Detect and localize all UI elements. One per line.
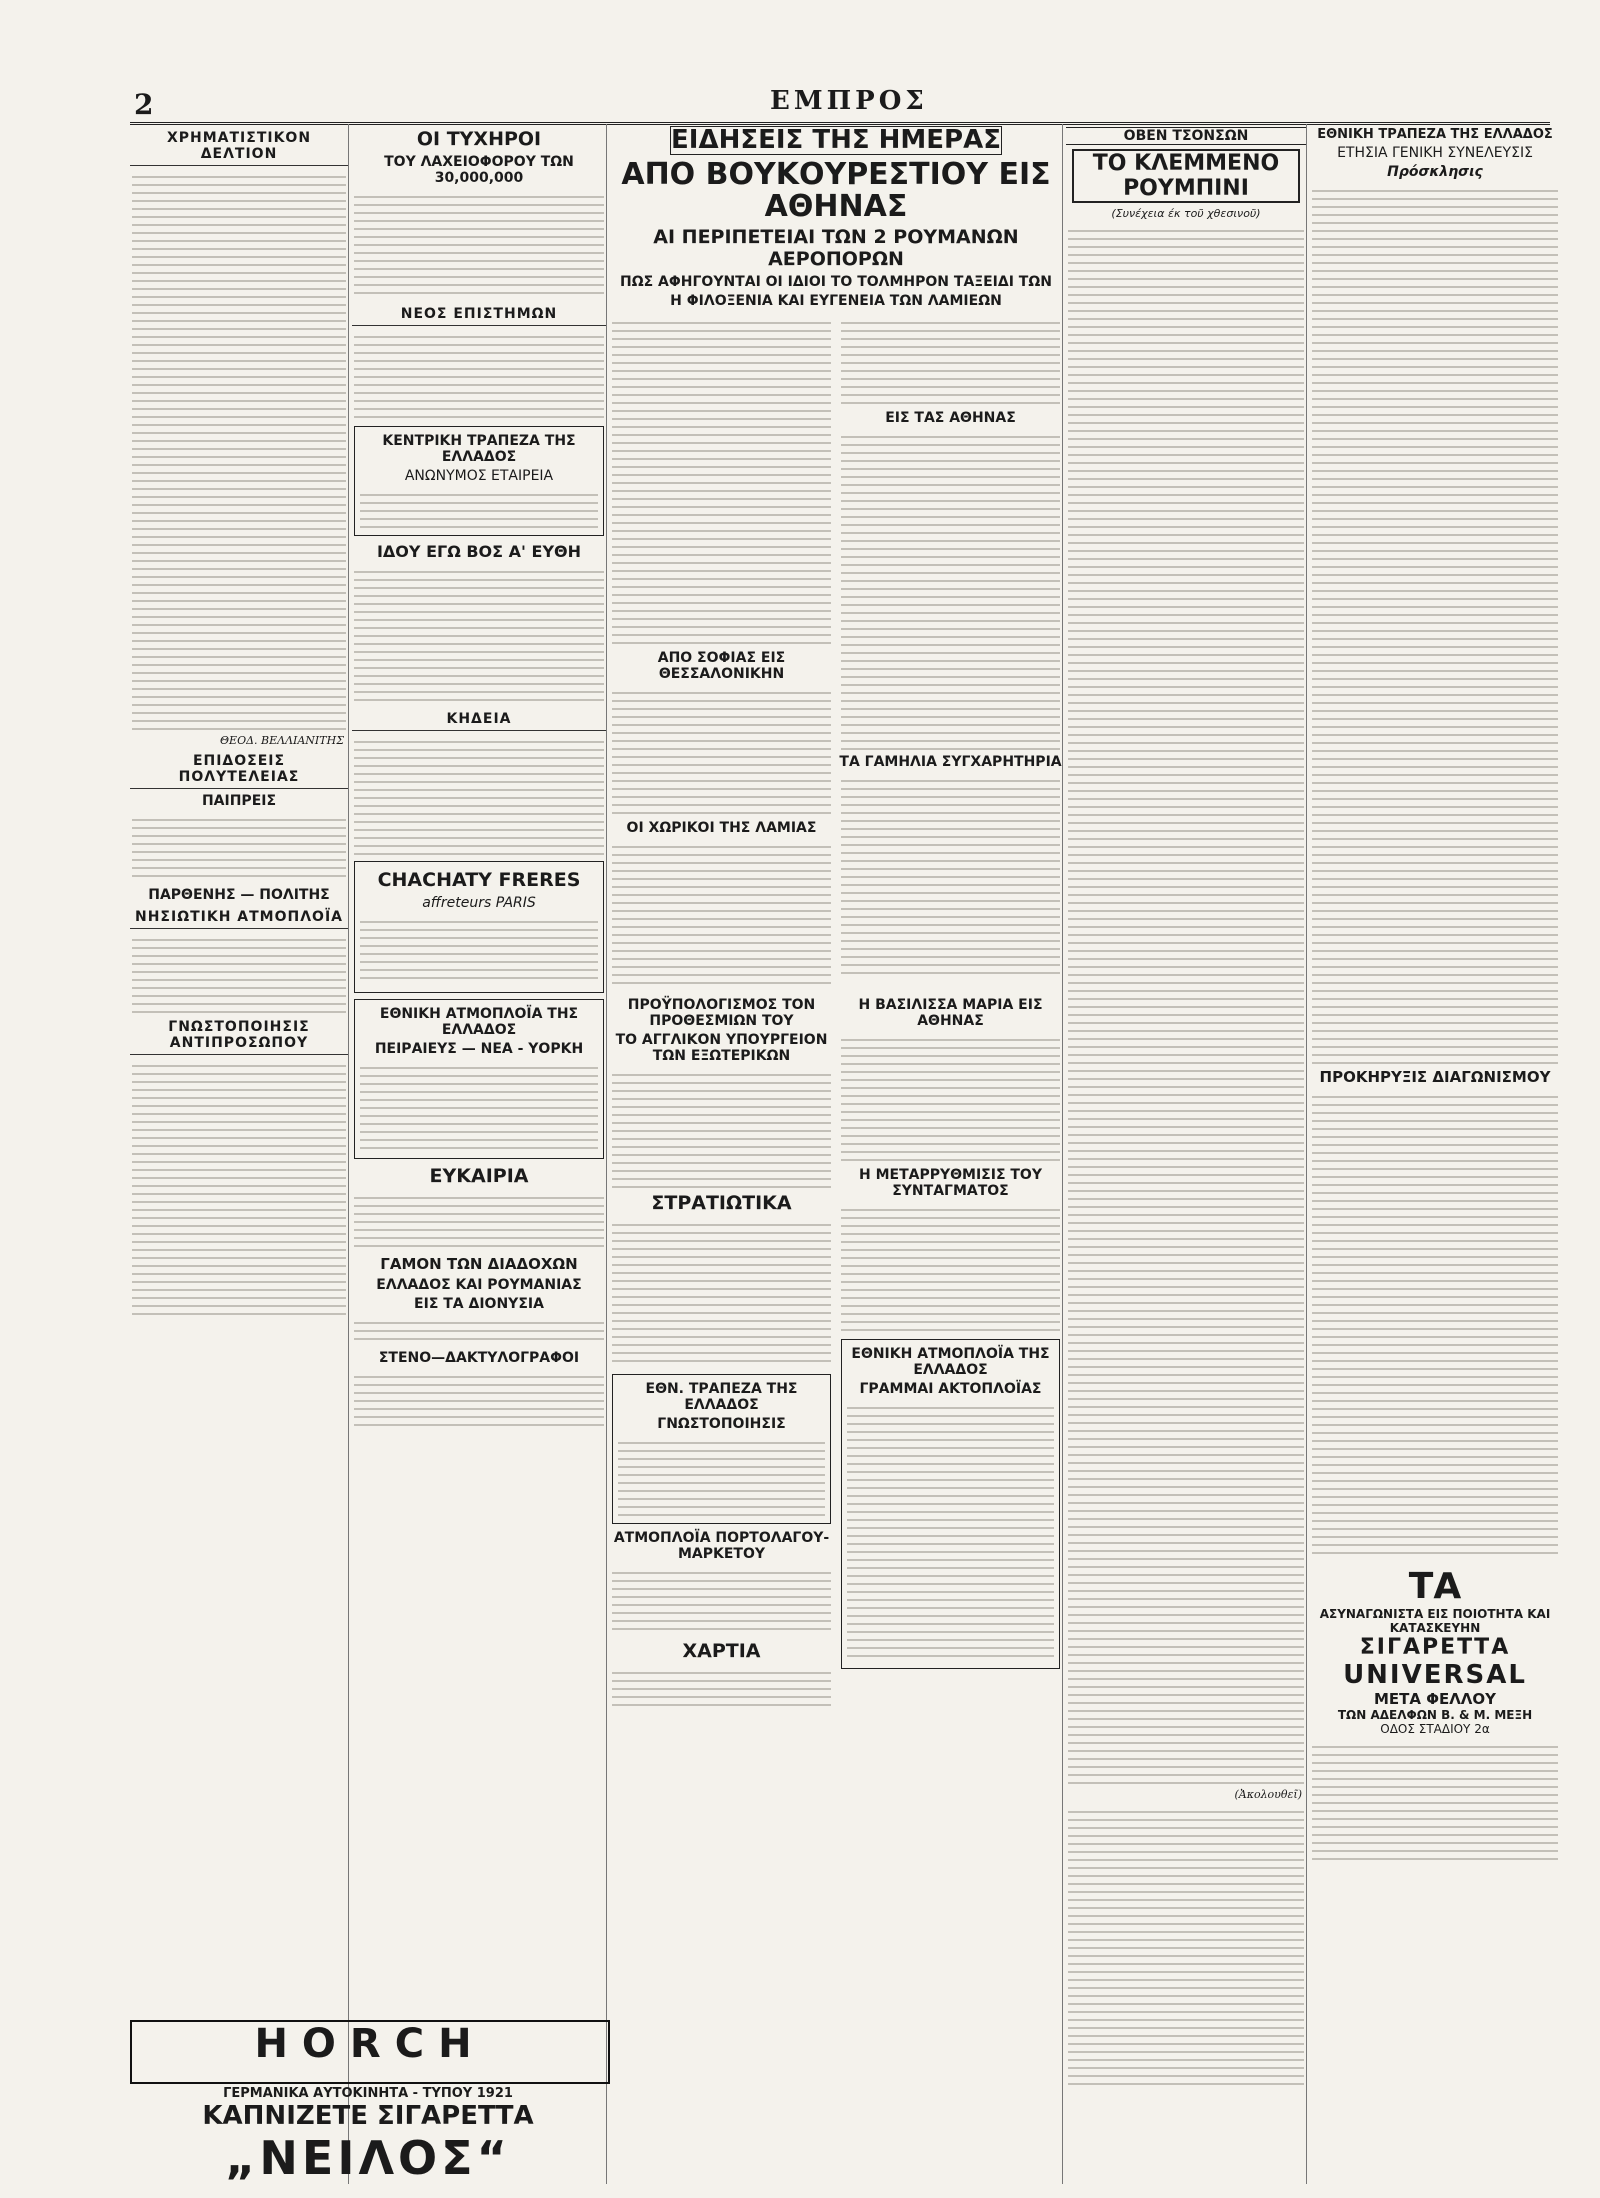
xorikoi-text [612,840,831,990]
gamos-sub: ΕΛΛΑΔΟΣ ΚΑΙ ΡΟΥΜΑΝΙΑΣ [376,1277,582,1293]
ethniki-route: ΠΕΙΡΑΙΕΥΣ — ΝΕΑ - ΥΟΡΚΗ [374,1041,584,1057]
lower-left [610,994,833,1710]
eukairia-title: ΕΥΚΑΙΡΙΑ [429,1165,529,1187]
steno-title: ΣΤΕΝΟ—ΔΑΚΤΥΛΟΓΡΑΦΟΙ [378,1350,580,1366]
chachaty-text [360,915,598,985]
sec-sofia: ΑΠΟ ΣΟΦΙΑΣ ΕΙΣ ΘΕΣΣΑΛΟΝΙΚΗΝ [657,650,786,683]
meta-label: ΜΕΤΑ ΦΕΛΛΟΥ [1373,1690,1497,1708]
queen-text [841,1033,1060,1163]
story-right [839,312,1062,994]
tyxiroi-text [354,190,604,300]
kicker: ΕΙΔΗΣΕΙΣ ΤΗΣ ΗΜΕΡΑΣ [671,126,1001,155]
stratiotika-text [612,1218,831,1368]
gnostopoiiseis-title: ΓΝΩΣΤΟΠΟΙΗΣΙΣ ΑΝΤΙΠΡΟΣΩΠΟΥ [130,1019,348,1055]
serial-cont: (Συνέχεια έκ τοῦ χθεσινοῦ) [1111,207,1261,220]
story-body [610,312,1062,994]
constitution-sub: ΠΑΙΠΡΕΙΣ [201,793,277,809]
horch-ad [130,2020,610,2084]
neos-title: ΝΕΟΣ ΕΠΙΣΤΗΜΩΝ [352,306,606,326]
universal-label: UNIVERSAL [1343,1660,1527,1690]
sec-bank-sub: ΓΝΩΣΤΟΠΟΙΗΣΙΣ [657,1416,786,1433]
steno-text [354,1370,604,1430]
col5-title: ΕΘΝΙΚΗ ΤΡΑΠΕΖΑ ΤΗΣ ΕΛΛΑΔΟΣ [1317,127,1553,142]
story-left [610,312,833,994]
bank-text-3 [618,1436,825,1516]
kapnizete-label: ΚΑΠΝΙΖΕΤΕ ΣΙΓΑΡΕΤΤΑ [202,2101,534,2131]
constitution-title: ΕΠΙΔΟΣΕΙΣ ΠΟΛΥΤΕΛΕΙΑΣ [130,753,348,789]
diagonismos-text [1312,1090,1558,1560]
sec-queen: Η ΒΑΣΙΛΙΣΣΑ ΜΑΡΙΑ ΕΙΣ ΑΘΗΝΑΣ [858,997,1043,1030]
constitution-text [132,813,346,883]
market-title: ΧΡΗΜΑΤΙΣΤΙΚΟΝ ΔΕΛΤΙΟΝ [130,130,348,166]
ethniki-text [360,1061,598,1151]
story-text-1 [612,316,831,646]
sec-athens: ΕΙΣ ΤΑΣ ΑΘΗΝΑΣ [885,410,1016,427]
serial-akolouthei: (Ἀκολουθεῖ) [1234,1788,1302,1801]
column-5 [1310,124,1560,2184]
atmo-text [612,1566,831,1636]
sec-budget: ΠΡΟΫΠΟΛΟΓΙΣΜΟΣ ΤΟΝ ΠΡΟΘΕΣΜΙΩΝ ΤΟΥ [627,997,816,1030]
eukairia-text [354,1191,604,1251]
neilos-label: „ΝΕΙΛΟΣ“ [225,2131,511,2185]
ta-sub: ΑΣΥΝΑΓΩΝΙΣΤΑ ΕΙΣ ΠΟΙΟΤΗΤΑ ΚΑΙ ΚΑΤΑΣΚΕΥΗΝ [1319,1607,1551,1635]
col5-proskl: Πρόσκλησις [1387,164,1483,180]
bank-sub: ΑΝΩΝΥΜΟΣ ΕΤΑΙΡΕΙΑ [404,468,554,484]
gamos-text-3 [841,774,1060,974]
universal-ad [1310,1566,1560,1736]
nisiotiki-title: ΝΗΣΙΩΤΙΚΗ ΑΤΜΟΠΛΟΪΑ [130,909,348,929]
chachaty-ad [354,861,604,993]
column-3 [610,124,1063,2184]
address-label: ΟΔΟΣ ΣΤΑΔΙΟΥ 2α [1380,1722,1490,1736]
meta-text [841,1203,1060,1333]
deck-2: ΠΩΣ ΑΦΗΓΟΥΝΤΑΙ ΟΙ ΙΔΙΟΙ ΤΟ ΤΟΛΜΗΡΟΝ ΤΑΞΕΙΔΙ ΤΩΝ [620,274,1052,291]
tyxiroi-sub: ΤΟΥ ΛΑΧΕΙΟΦΟΡΟΥ ΤΩΝ 30,000,000 [384,154,574,186]
sec-meta: Η ΜΕΤΑΡΡΥΘΜΙΣΙΣ ΤΟΥ ΣΥΝΤΑΓΜΑΤΟΣ [859,1167,1042,1200]
serial-title: ΤΟ ΚΛΕΜΜΕΝΟ ΡΟΥΜΠΙΝΙ [1072,149,1300,203]
lower-right [839,994,1062,1710]
bank-title: ΚΕΝΤΡΙΚΗ ΤΡΑΠΕΖΑ ΤΗΣ ΕΛΛΑΔΟΣ [382,433,576,465]
sec-bank: ΕΘΝ. ΤΡΑΠΕΖΑ ΤΗΣ ΕΛΛΑΔΟΣ [645,1381,798,1414]
page-header [130,86,1550,125]
bank-ad [354,426,604,536]
budget-text [612,1068,831,1188]
sec-ethniki: ΕΘΝΙΚΗ ΑΤΜΟΠΛΟΪΑ ΤΗΣ ΕΛΛΑΔΟΣ [851,1346,1050,1379]
bank-box-3 [612,1374,831,1524]
ta-label: ΤΑ [1408,1566,1462,1607]
ethniki-ad [354,999,604,1159]
sec-budget2: ΤΟ ΑΓΓΛΙΚΟΝ ΥΠΟΥΡΓΕΙΟΝ ΤΩΝ ΕΞΩΤΕΡΙΚΩΝ [615,1032,828,1065]
horch-title: HORCH [254,2021,486,2067]
kideia-title: ΚΗΔΕΙΑ [352,711,606,731]
sec-ethniki-sub: ΓΡΑΜΜΑΙ ΑΚΤΟΠΛΟΪΑΣ [859,1381,1042,1398]
bank-text [360,488,598,528]
market-text [132,170,346,730]
serial-text [1068,224,1304,1784]
xartia-text [612,1666,831,1706]
sec-atmo: ΑΤΜΟΠΛΟΪΑ ΠΟΡΤΟΛΑΓΟΥ-ΜΑΡΚΕΤΟΥ [613,1530,830,1563]
column-1 [130,124,349,2184]
col5-sub: ΕΤΗΣΙΑ ΓΕΝΙΚΗ ΣΥΝΕΛΕΥΣΙΣ [1337,145,1533,161]
sec-gamos: ΤΑ ΓΑΜΗΛΙΑ ΣΥΓΧΑΡΗΤΗΡΙΑ [839,754,1062,771]
ethniki-title: ΕΘΝΙΚΗ ΑΤΜΟΠΛΟΪΑ ΤΗΣ ΕΛΛΑΔΟΣ [379,1006,579,1038]
sec-xartia: ΧΑΡΤΙΑ [682,1640,761,1663]
headline: ΑΠΟ ΒΟΥΚΟΥΡΕΣΤΙΟΥ ΕΙΣ ΑΘΗΝΑΣ [621,159,1051,223]
serial-kicker: ΟΒΕΝ ΤΣΟΝΣΩΝ [1066,127,1306,145]
column-2 [352,124,607,2184]
col5-bottom-text [1312,1740,1558,1860]
kideia-text [354,735,604,855]
neos-text [354,330,604,420]
idou-title: ΙΔΟΥ ΕΓΩ ΒΟΣ Α' ΕΥΘΗ [376,542,582,561]
sofia-text [612,686,831,816]
diagonismos-title: ΠΡΟΚΗΡΥΞΙΣ ΔΙΑΓΩΝΙΣΜΟΥ [1319,1068,1551,1086]
neilos-ad [130,2086,606,2190]
lower-body [610,994,1062,1710]
story-text-2 [841,316,1060,406]
classifieds [1068,1805,1304,2085]
maker-label: ΤΩΝ ΑΔΕΛΦΩΝ Β. & Μ. ΜΕΞΗ [1337,1708,1533,1722]
sec-xorikoi: ΟΙ ΧΩΡΙΚΟΙ ΤΗΣ ΛΑΜΙΑΣ [626,820,817,837]
gamos-text [354,1316,604,1346]
sec-stratiotika: ΣΤΡΑΤΙΩΤΙΚΑ [651,1192,792,1215]
gamos-title: ΓΑΜΟΝ ΤΩΝ ΔΙΑΔΟΧΩΝ [380,1255,578,1273]
horch-sub: ΓΕΡΜΑΝΙΚΑ ΑΥΤΟΚΙΝΗΤΑ - ΤΥΠΟΥ 1921 [223,2086,513,2101]
chachaty-sub: affreteurs PARIS [422,895,536,911]
masthead: ΕΜΠΡΟΣ [770,86,928,116]
nisiotiki-text [132,933,346,1013]
deck-3: Η ΦΙΛΟΞΕΝΙΑ ΚΑΙ ΕΥΓΕΝΕΙΑ ΤΩΝ ΛΑΜΙΕΩΝ [670,293,1002,310]
athens-text [841,430,1060,750]
sigaretta-label: ΣΙΓΑΡΕΤΤΑ [1359,1635,1511,1660]
ethniki-text-3 [847,1401,1054,1661]
idou-text [354,565,604,705]
col5-text [1312,184,1558,1064]
ethniki-box-3 [841,1339,1060,1669]
gnostopoiiseis-text [132,1059,346,1319]
parthenis: ΠΑΡΘΕΝΗΣ — ΠΟΛΙΤΗΣ [148,887,330,903]
tyxiroi-title: ΟΙ ΤΥΧΗΡΟΙ [416,128,542,150]
column-4 [1066,124,1307,2184]
deck-1: ΑΙ ΠΕΡΙΠΕΤΕΙΑΙ ΤΩΝ 2 ΡΟΥΜΑΝΩΝ ΑΕΡΟΠΟΡΩΝ [653,226,1019,271]
signature: ΘΕΟΔ. ΒΕΛΛΙΑΝΙΤΗΣ [220,734,344,747]
gamos-sub2: ΕΙΣ ΤΑ ΔΙΟΝΥΣΙΑ [414,1296,544,1312]
page-number: 2 [134,88,154,121]
chachaty-title: CHACHATY FRERES [377,869,581,891]
